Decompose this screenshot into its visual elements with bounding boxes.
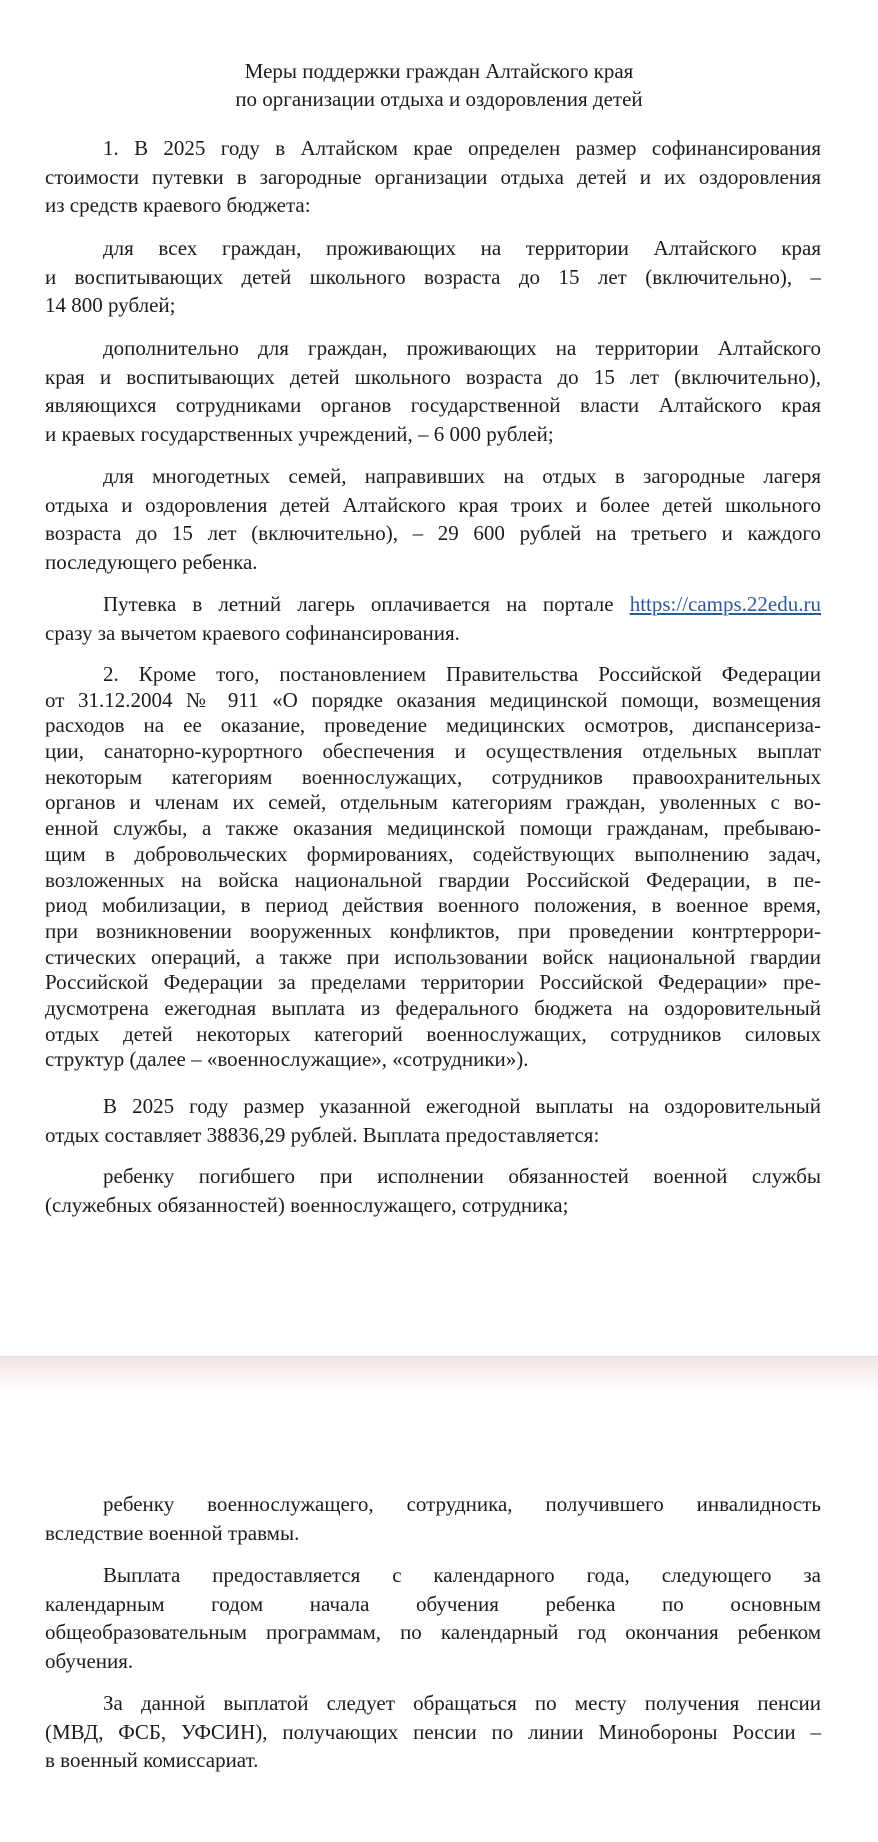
paragraph-6: [45, 662, 821, 1073]
document-title: [0, 57, 878, 113]
text-line: отдыха и оздоровления детей Алтайского края троих и более детей школьного: [45, 492, 821, 517]
text-line: ребенку военнослужащего, сотрудника, получившего инвалидность: [103, 1492, 821, 1516]
camps-portal-link[interactable]: https://camps.22edu.ru: [629, 592, 821, 616]
text-line: Российской Федерации за пределами территории Российской Федерации» пре-: [45, 970, 821, 995]
text-line: Выплата предоставляется с календарного года, следующего за: [103, 1563, 821, 1587]
paragraph-8: [45, 1162, 821, 1219]
paragraph-7: [45, 1092, 821, 1149]
text-line: расходов на ее оказание, проведение медицинских осмотров, диспансеризa-: [45, 713, 821, 738]
text-line: [45, 590, 821, 619]
text-line: (служебных обязанностей) военнослужащего, сотрудника;: [45, 1192, 569, 1217]
text-line: последующего ребенка.: [45, 549, 258, 574]
text-line: 14 800 рублей;: [45, 293, 176, 317]
text-line: в военный комиссариат.: [45, 1748, 259, 1772]
text-line: ции, санаторно-курортного обеспечения и осуществления отдельных выплат: [45, 739, 821, 764]
title-line: по организации отдыха и оздоровления детей: [235, 87, 643, 111]
paragraph-5: [45, 590, 821, 647]
text-line: В 2025 году размер указанной ежегодной выплаты на оздоровительный: [103, 1094, 821, 1118]
paragraph-2: [45, 234, 821, 320]
paragraph-3: [45, 334, 821, 448]
text-line: из средств краевого бюджета:: [45, 193, 311, 217]
text-line: и воспитывающих детей школьного возраста до 15 лет (включительно), –: [45, 264, 821, 289]
text-line: для многодетных семей, направивших на отдых в загородные лагеря: [103, 464, 821, 488]
text-line: отдых детей некоторых категорий военнослужащих, сотрудников силовых: [45, 1021, 821, 1046]
text-line: 1. В 2025 году в Алтайском крае определен размер софинансирования: [103, 136, 821, 160]
text-line: некоторым категориям военнослужащих, сотрудников правоохранительных: [45, 764, 821, 789]
text-line: при возникновении вооруженных конфликтов, при проведении контртеррори-: [45, 918, 821, 943]
paragraph-9: [45, 1490, 821, 1547]
text-line: календарным годом начала обучения ребенка по основным: [45, 1591, 821, 1616]
text-line: За данной выплатой следует обращаться по месту получения пенсии: [103, 1691, 821, 1715]
text-line: и краевых государственных учреждений, – 6 000 рублей;: [45, 421, 554, 446]
text-line: стоимости путевки в загородные организации отдыха детей и их оздоровления: [45, 164, 821, 189]
text-line: возложенных на войска национальной гвардии Российской Федерации, в пе-: [45, 867, 821, 892]
paragraph-1: [45, 134, 821, 220]
page-break: [0, 1356, 878, 1397]
text-line: стических операций, а также при использовании войск национальной гвардии: [45, 944, 821, 969]
portal-text: Путевка в летний лагерь оплачивается на портале: [103, 592, 614, 616]
text-line: риод мобилизации, в период действия военного положения, в военное время,: [45, 893, 821, 918]
text-line: ребенку погибшего при исполнении обязанностей военной службы: [103, 1164, 821, 1188]
text-line: являющихся сотрудниками органов государственной власти Алтайского края: [45, 393, 821, 417]
text-line: (МВД, ФСБ, УФСИН), получающих пенсии по линии Минобороны России –: [45, 1719, 821, 1744]
text-line: дусмотрена ежегодная выплата из федерального бюджета на оздоровительный: [45, 995, 821, 1020]
text-line: енной службы, а также оказания медицинской помощи гражданам, пребываю-: [45, 816, 821, 841]
paragraph-4: [45, 462, 821, 576]
paragraph-10: [45, 1561, 821, 1675]
text-line: края и воспитывающих детей школьного возраста до 15 лет (включительно),: [45, 364, 821, 389]
text-line: сразу за вычетом краевого софинансирования.: [45, 620, 460, 645]
text-line: общеобразовательным программам, по календарный год окончания ребенком: [45, 1620, 821, 1644]
paragraph-11: [45, 1689, 821, 1775]
text-line: структур (далее – «военнослужащие», «сотрудники»).: [45, 1047, 529, 1072]
text-line: 2. Кроме того, постановлением Правительства Российской Федерации: [103, 662, 821, 686]
text-line: органов и членам их семей, отдельным категориям граждан, уволенных с во-: [45, 790, 821, 815]
text-line: щим в добровольческих формированиях, содействующих выполнению задач,: [45, 841, 821, 866]
title-line: Меры поддержки граждан Алтайского края: [244, 59, 634, 83]
text-line: вследствие военной травмы.: [45, 1520, 300, 1545]
text-line: отдых составляет 38836,29 рублей. Выплата предоставляется:: [45, 1122, 600, 1147]
text-line: обучения.: [45, 1648, 134, 1673]
text-line: возраста до 15 лет (включительно), – 29 600 рублей на третьего и каждого: [45, 521, 821, 545]
text-line: для всех граждан, проживающих на территории Алтайского края: [103, 236, 821, 260]
text-line: от 31.12.2004 № 911 «О порядке оказания медицинской помощи, возмещения: [45, 687, 821, 712]
text-line: дополнительно для граждан, проживающих на территории Алтайского: [103, 336, 821, 360]
